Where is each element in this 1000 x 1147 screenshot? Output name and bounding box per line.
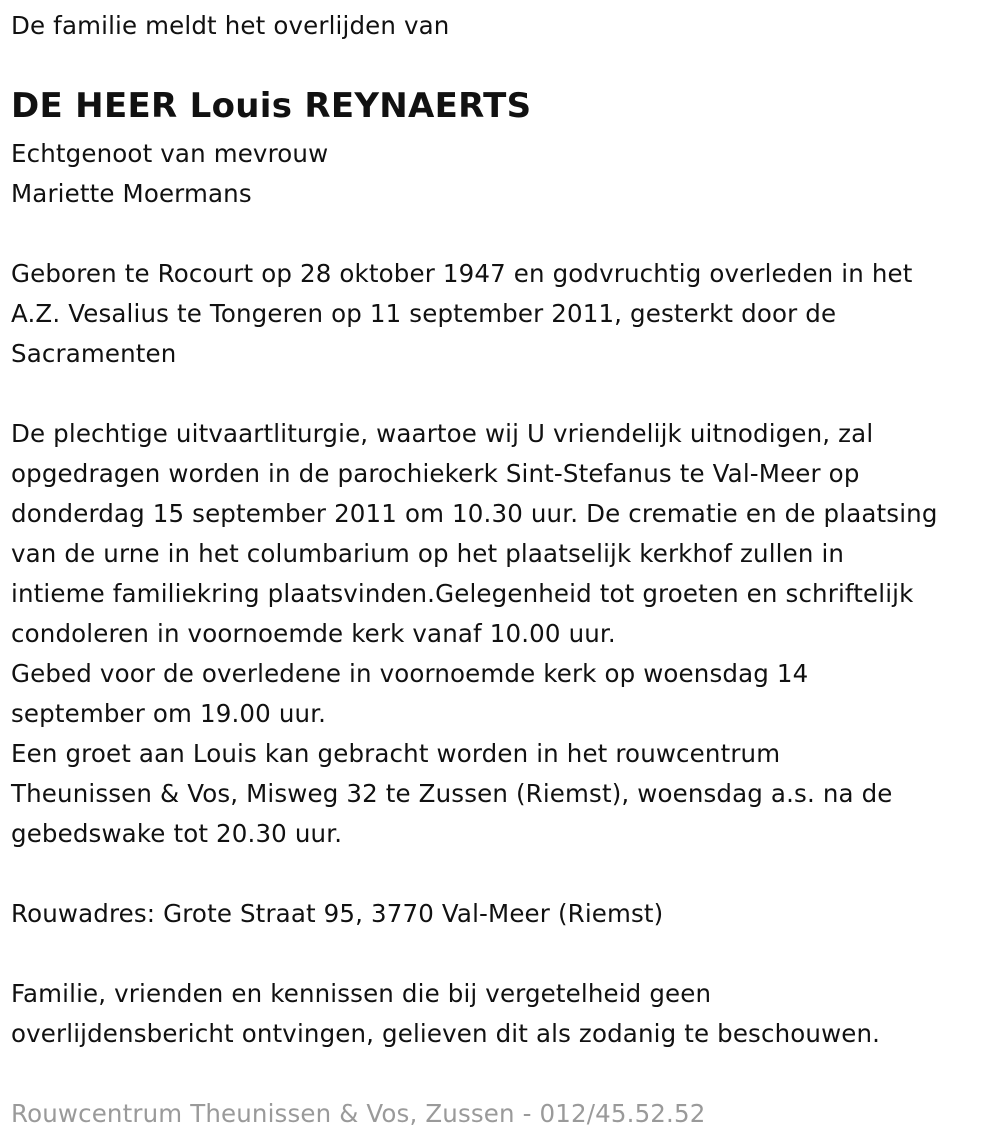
family-notice-line: Familie, vrienden en kennissen die bij vergetelheid geen (11, 979, 712, 1008)
birth-death-line: Sacramenten (11, 339, 177, 368)
mourning-address: Rouwadres: Grote Straat 95, 3770 Val-Meer (Riemst) (11, 899, 664, 928)
spouse-line: Mariette Moermans (11, 179, 252, 208)
intro-text: De familie meldt het overlijden van (11, 11, 450, 40)
liturgy-line: intieme familiekring plaatsvinden.Gelegenheid tot groeten en schriftelijk (11, 579, 914, 608)
funeral-liturgy-section (11, 414, 938, 854)
liturgy-line: condoleren in voornoemde kerk vanaf 10.00 uur. (11, 619, 616, 648)
funeral-home-footer: Rouwcentrum Theunissen & Vos, Zussen - 012/45.52.52 (11, 1099, 706, 1128)
liturgy-line: van de urne in het columbarium op het plaatselijk kerkhof zullen in (11, 539, 845, 568)
liturgy-line: Gebed voor de overledene in voornoemde kerk op woensdag 14 (11, 659, 809, 688)
family-notice-line: overlijdensbericht ontvingen, gelieven dit als zodanig te beschouwen. (11, 1019, 881, 1048)
liturgy-line: september om 19.00 uur. (11, 699, 327, 728)
liturgy-line: Een groet aan Louis kan gebracht worden in het rouwcentrum (11, 739, 781, 768)
liturgy-line: Theunissen & Vos, Misweg 32 te Zussen (Riemst), woensdag a.s. na de (11, 779, 893, 808)
birth-death-line: A.Z. Vesalius te Tongeren op 11 september 2011, gesterkt door de (11, 299, 837, 328)
liturgy-line: gebedswake tot 20.30 uur. (11, 819, 343, 848)
deceased-name: DE HEER Louis REYNAERTS (11, 86, 532, 126)
birth-death-section (11, 254, 913, 374)
liturgy-line: donderdag 15 september 2011 om 10.30 uur. De crematie en de plaatsing (11, 499, 938, 528)
liturgy-line: De plechtige uitvaartliturgie, waartoe wij U vriendelijk uitnodigen, zal (11, 419, 874, 448)
liturgy-line: opgedragen worden in de parochiekerk Sint-Stefanus te Val-Meer op (11, 459, 860, 488)
spouse-section (11, 134, 328, 214)
birth-death-line: Geboren te Rocourt op 28 oktober 1947 en godvruchtig overleden in het (11, 259, 913, 288)
family-notice-section (11, 974, 880, 1054)
spouse-line: Echtgenoot van mevrouw (11, 139, 329, 168)
mourning-address-section (11, 894, 663, 934)
